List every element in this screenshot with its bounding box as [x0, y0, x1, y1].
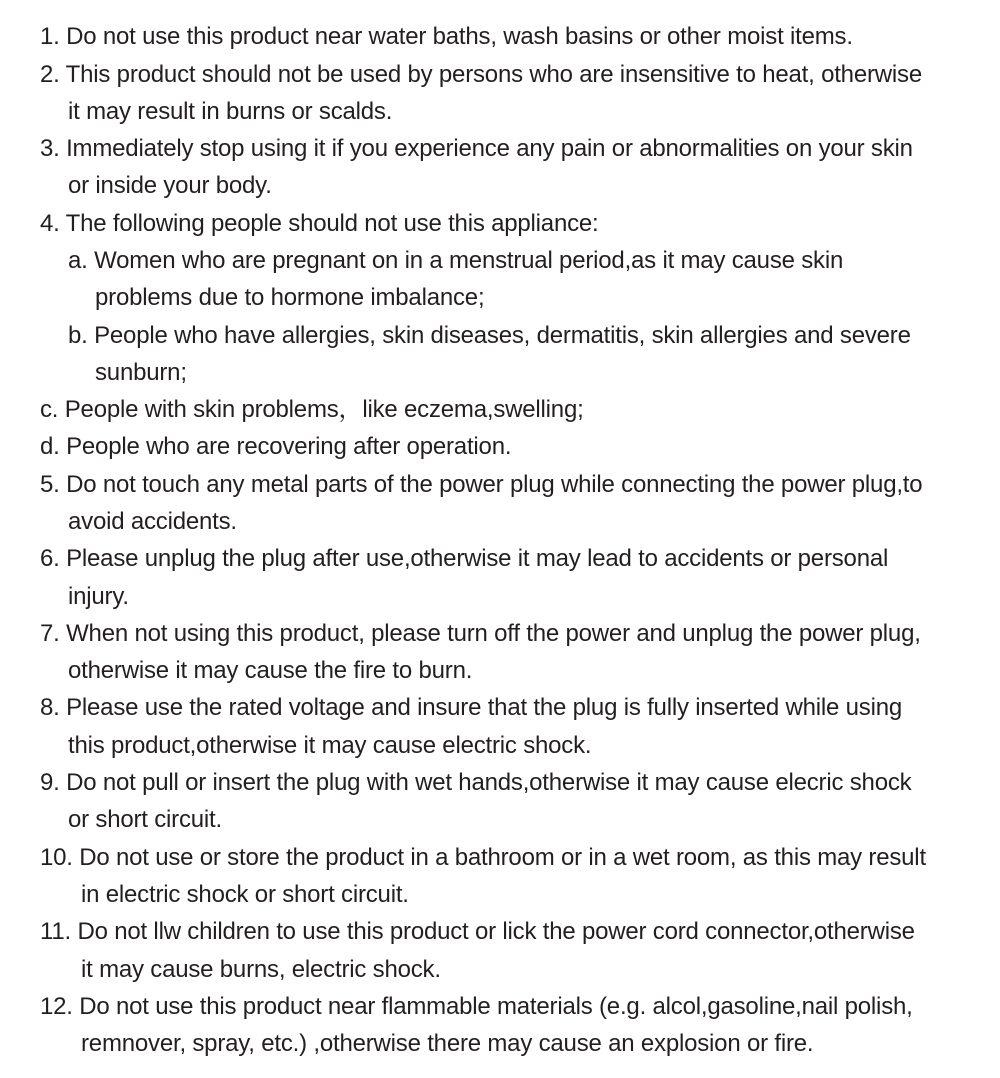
item-10-line-2: in electric shock or short circuit.	[81, 881, 409, 908]
item-2-line-1	[40, 61, 922, 89]
item-7-text: When not using this product, please turn off the power and unplug the power plug,	[66, 620, 921, 647]
item-4-line-1	[40, 210, 599, 238]
item-10-number: 10.	[40, 844, 73, 871]
item-5-number: 5.	[40, 471, 60, 498]
item-2-number: 2.	[40, 61, 60, 88]
item-5-line-1	[40, 471, 922, 499]
item-1-text: Do not use this product near water baths, wash basins or other moist items.	[66, 23, 853, 50]
item-8-number: 8.	[40, 694, 60, 721]
subitem-c-text: People with skin problems，like eczema,swelling;	[64, 396, 584, 423]
subitem-c-line-1	[40, 396, 584, 424]
item-12-number: 12.	[40, 993, 73, 1020]
subitem-d-text: People who are recovering after operation.	[66, 433, 512, 460]
subitem-a-line-1	[68, 247, 843, 275]
item-4-number: 4.	[40, 210, 60, 237]
item-11-number: 11.	[40, 918, 71, 945]
item-3-line-1	[40, 135, 913, 163]
item-4-text: The following people should not use this appliance:	[65, 210, 599, 237]
item-6-number: 6.	[40, 545, 60, 572]
item-9-line-1	[40, 769, 911, 797]
item-7-line-1	[40, 620, 921, 648]
item-9-line-2: or short circuit.	[68, 806, 222, 833]
subitem-b-text: People who have allergies, skin diseases, dermatitis, skin allergies and severe	[94, 322, 911, 349]
item-3-text: Immediately stop using it if you experience any pain or abnormalities on your skin	[66, 135, 913, 162]
item-6-line-2: injury.	[68, 583, 129, 610]
subitem-d-letter: d.	[40, 433, 60, 460]
item-12-text: Do not use this product near flammable materials (e.g. alcol,gasoline,nail polish,	[79, 993, 913, 1020]
item-7-line-2: otherwise it may cause the fire to burn.	[68, 657, 473, 684]
item-2-text: This product should not be used by persons who are insensitive to heat, otherwise	[65, 61, 922, 88]
item-2-line-2: it may result in burns or scalds.	[68, 98, 393, 125]
item-5-line-2: avoid accidents.	[68, 508, 237, 535]
item-11-text: Do not llw children to use this product or lick the power cord connector,otherwise	[77, 918, 915, 945]
item-8-line-2: this product,otherwise it may cause electric shock.	[68, 732, 592, 759]
item-7-number: 7.	[40, 620, 60, 647]
item-11-line-2: it may cause burns, electric shock.	[81, 956, 441, 983]
item-6-line-1	[40, 545, 888, 573]
item-9-text: Do not pull or insert the plug with wet hands,otherwise it may cause elecric shock	[66, 769, 912, 796]
subitem-c-letter: c.	[40, 396, 59, 423]
item-10-line-1	[40, 844, 926, 872]
subitem-d-line-1	[40, 433, 511, 461]
subitem-a-line-2: problems due to hormone imbalance;	[95, 284, 485, 311]
item-3-number: 3.	[40, 135, 60, 162]
item-12-line-2: remnover, spray, etc.) ,otherwise there may cause an explosion or fire.	[81, 1030, 814, 1057]
item-10-text: Do not use or store the product in a bathroom or in a wet room, as this may result	[79, 844, 926, 871]
item-12-line-1	[40, 993, 913, 1021]
item-3-line-2: or inside your body.	[68, 172, 272, 199]
item-5-text: Do not touch any metal parts of the power plug while connecting the power plug,to	[66, 471, 923, 498]
item-1-number: 1.	[40, 23, 60, 50]
subitem-b-line-2: sunburn;	[95, 359, 187, 386]
subitem-a-text: Women who are pregnant on in a menstrual period,as it may cause skin	[94, 247, 844, 274]
subitem-b-line-1	[68, 322, 911, 350]
item-9-number: 9.	[40, 769, 60, 796]
item-6-text: Please unplug the plug after use,otherwise it may lead to accidents or personal	[66, 545, 889, 572]
item-11-line-1	[40, 918, 915, 946]
item-8-text: Please use the rated voltage and insure that the plug is fully inserted while using	[66, 694, 903, 721]
item-8-line-1	[40, 694, 902, 722]
item-1-line-1	[40, 23, 853, 51]
subitem-b-letter: b.	[68, 322, 88, 349]
subitem-a-letter: a.	[68, 247, 88, 274]
